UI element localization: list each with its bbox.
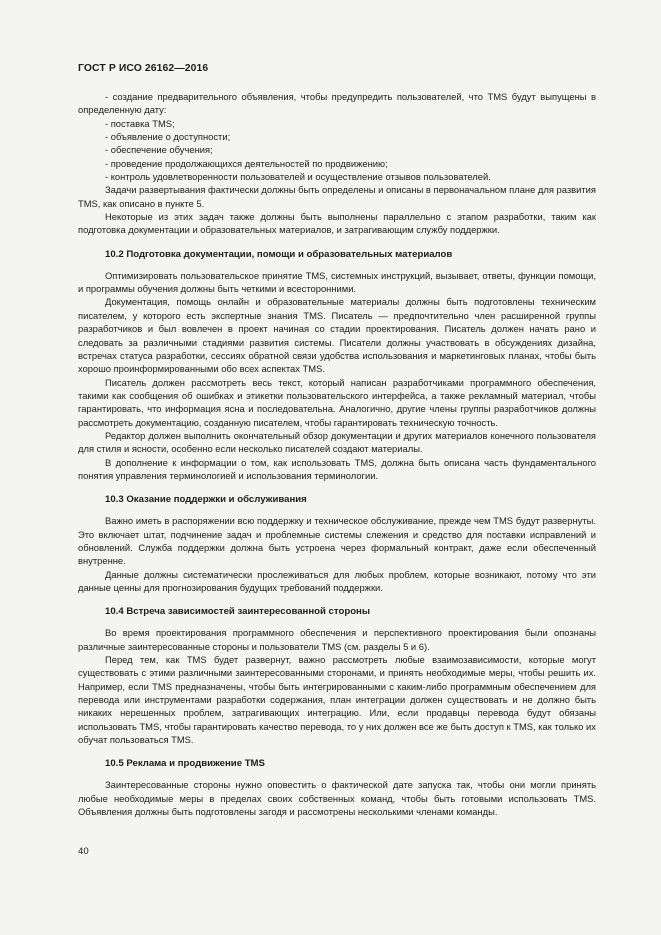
paragraph: Редактор должен выполнить окончательный обзор документации и других материалов конечного пользователя для стиля и ясности, особенно если несколько писателей создают материалы.	[78, 429, 596, 455]
paragraph: Заинтересованные стороны нужно оповестить о фактической дате запуска так, чтобы они могли принять любые необходимые меры в пределах своих собственных команд, чтобы быть готовыми использовать TMS. Объявления должны быть подготовлены загодя и рассмотрены несколькими членами команды.	[78, 779, 596, 818]
paragraph: Задачи развертывания фактически должны быть определены и описаны в первоначальном плане для развития TMS, как описано в пункте 5.	[78, 184, 596, 209]
document-header: ГОСТ Р ИСО 26162—2016	[78, 63, 209, 74]
paragraph: В дополнение к информации о том, как использовать TMS, должна быть описана часть фундаментального понятия управления терминологией и использования терминологии.	[78, 456, 596, 481]
paragraph: Писатель должен рассмотреть весь текст, который написан разработчиками программного обеспечения, такими как сообщения об ошибках и этикетки пользовательского интерфейса, а также рекламный материал, чтобы гарантировать, что информация ясна и последовательна. Аналогично, другие члены группы разработчиков должны рассмотреть документацию, созданную писателем, чтобы гарантировать техническую точность.	[78, 376, 596, 428]
list-item: - проведение продолжающихся деятельностей по продвижению;	[105, 157, 388, 169]
section-heading-10-2: 10.2 Подготовка документации, помощи и образовательных материалов	[105, 248, 453, 260]
paragraph: - создание предварительного объявления, чтобы предупредить пользователей, что TMS будут выпущены в определенную дату:	[78, 91, 596, 116]
paragraph: Некоторые из этих задач также должны быть выполнены параллельно с этапом разработки, таким как подготовка документации и образовательных материалов, и затрагивающим службу поддержки.	[78, 211, 596, 236]
paragraph: Оптимизировать пользовательское принятие TMS, системных инструкций, вызывает, ответы, функции помощи, и программы обучения должны быть четкими и всесторонними.	[78, 269, 596, 295]
paragraph: Во время проектирования программного обеспечения и перспективного проектирования были опознаны различные заинтересованные стороны и пользователи TMS (см. разделы 5 и 6).	[78, 627, 596, 652]
paragraph: Данные должны систематически прослеживаться для любых проблем, которые возникают, потому что эти данные ценны для прогнозирования будущих требований поддержки.	[78, 568, 596, 593]
paragraph: Перед тем, как TMS будет развернут, важно рассмотреть любые взаимозависимости, которые могут существовать с этими различными заинтересованными сторонами, и принять необходимые меры, чтобы решить их. Например, если TMS предназначены, чтобы быть интегрированными с каким-либо программным обеспечением для перевода или инструментами разработки содержания, план интеграции должен существовать и не должно быть никаких нерешенных проблем, затрагивающих интеграцию. Или, если продавцы перевода будут обязаны использовать TMS, чтобы гарантировать качество перевода, то у них должен все же быть доступ к TMS, как только их обучат пользоваться TMS.	[78, 654, 596, 746]
section-heading-10-4: 10.4 Встреча зависимостей заинтересованной стороны	[105, 606, 371, 618]
list-item: - объявление о доступности;	[105, 131, 231, 143]
section-heading-10-5: 10.5 Реклама и продвижение TMS	[105, 758, 265, 770]
paragraph: Документация, помощь онлайн и образовательные материалы должны быть подготовлены техническим писателем, у которого есть экспертные знания TMS. Писатель — предпочтительно член расширенной группы разработчиков и был вовлечен в проект начиная со стадии проектирования. Писатель должен начать рано и следовать за различными стадиями развития системы. Писатели должны участвовать в обсуждениях дизайна, встречах статуса разработки, сессиях обратной связи удобства использования и маркетинговых планах, чтобы быть хорошо проинформированными обо всех аспектах TMS.	[78, 296, 596, 375]
list-item: - поставка TMS;	[105, 117, 175, 129]
list-item: - контроль удовлетворенности пользователей и осуществление отзывов пользователей.	[105, 171, 491, 183]
page-number: 40	[78, 846, 89, 857]
list-item: - обеспечение обучения;	[105, 144, 213, 156]
section-heading-10-3: 10.3 Оказание поддержки и обслуживания	[105, 494, 307, 506]
document-body	[78, 90, 596, 818]
paragraph: Важно иметь в распоряжении всю поддержку и техническое обслуживание, прежде чем TMS будут развернуты. Это включает штат, подчинение задач и проблемные системы слежения и средство для поставки исправлений и обновлений. Служба поддержки должна быть устроена через формальный контракт, даже если обеспеченный внутренне.	[78, 515, 596, 567]
